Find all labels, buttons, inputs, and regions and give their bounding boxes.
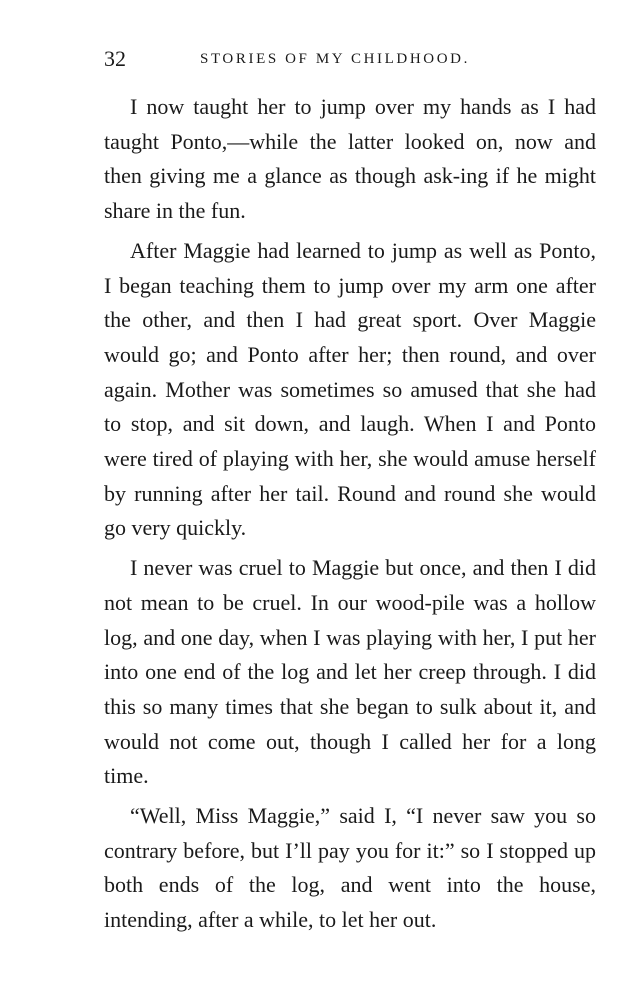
body-text	[104, 90, 596, 943]
paragraph: “Well, Miss Maggie,” said I, “I never saw you so contrary before, but I’ll pay you for it:” so I stopped up both ends of the log, and went into the house, intending, after a while, to let her out.	[104, 803, 596, 933]
paragraph: I never was cruel to Maggie but once, and then I did not mean to be cruel. In our wood-pile was a hollow log, and one day, when I was playing with her, I put her into one end of the log and let her creep through. I did this so many times that she began to sulk about it, and would not come out, though I called her for a long time.	[104, 555, 596, 789]
running-head	[104, 44, 596, 74]
running-title: STORIES OF MY CHILDHOOD.	[200, 51, 470, 67]
page-number: 32	[104, 46, 126, 71]
paragraph: I now taught her to jump over my hands as I had taught Ponto,—while the latter looked on, now and then giving me a glance as though ask-ing if he might share in the fun.	[104, 94, 596, 224]
paragraph: After Maggie had learned to jump as well as Ponto, I began teaching them to jump over my arm one after the other, and then I had great sport. Over Maggie would go; and Ponto after her; then round, and over again. Mother was sometimes so amused that she had to stop, and sit down, and laugh. When I and Ponto were tired of playing with her, she would amuse herself by running after her tail. Round and round she would go very quickly.	[104, 237, 596, 541]
